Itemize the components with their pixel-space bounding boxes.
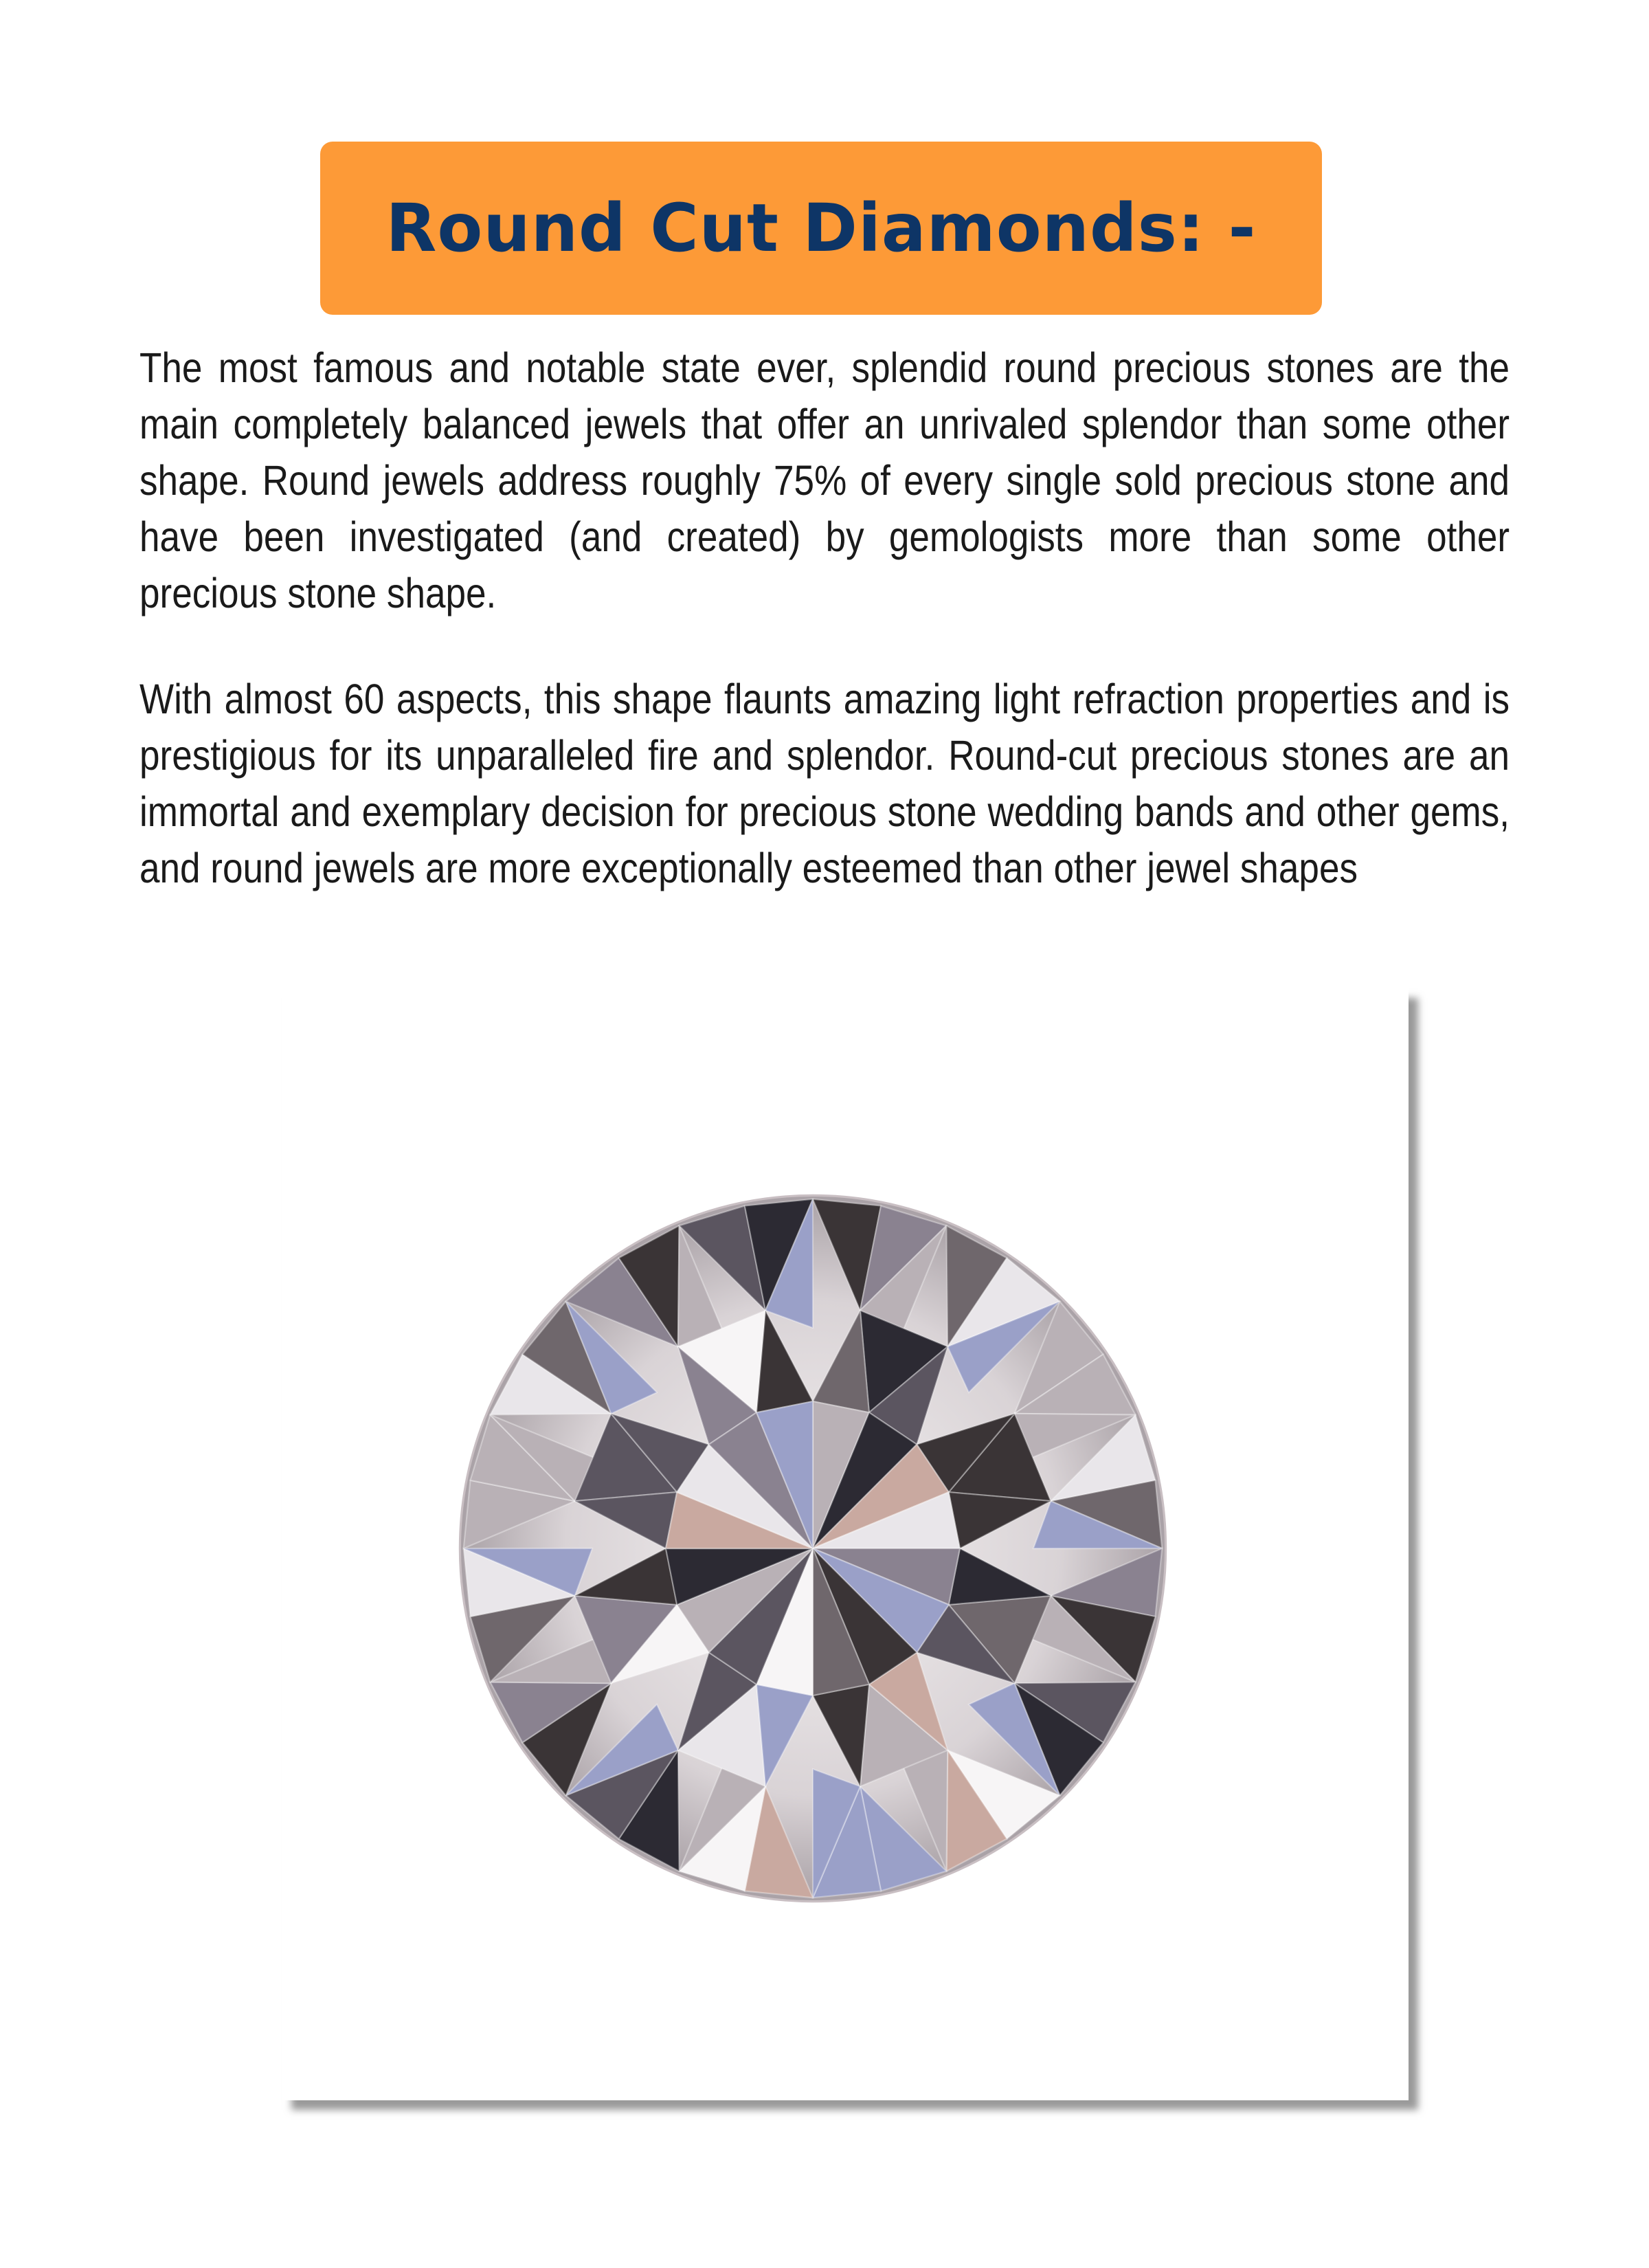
title-banner: [320, 142, 1322, 315]
page-title: Round Cut Diamonds: -: [385, 190, 1257, 267]
diamond-image: [445, 1181, 1180, 1916]
body-paragraph-2: With almost 60 aspects, this shape flaunts amazing light refraction properties and is prestigious for its unparalleled fire and splendor. Round-cut precious stones are an immortal and exemplary decision for precious stone wedding bands and other gems, and round jewels are more exceptionally esteemed than other jewel shapes: [139, 676, 1510, 891]
body-paragraph-1: The most famous and notable state ever, splendid round precious stones are the main completely balanced jewels that offer an unrivaled splendor than some other shape. Round jewels address roughly 75% of every single sold precious stone and have been investigated (and created) by gemologists more than some other precious stone shape.: [139, 344, 1510, 616]
